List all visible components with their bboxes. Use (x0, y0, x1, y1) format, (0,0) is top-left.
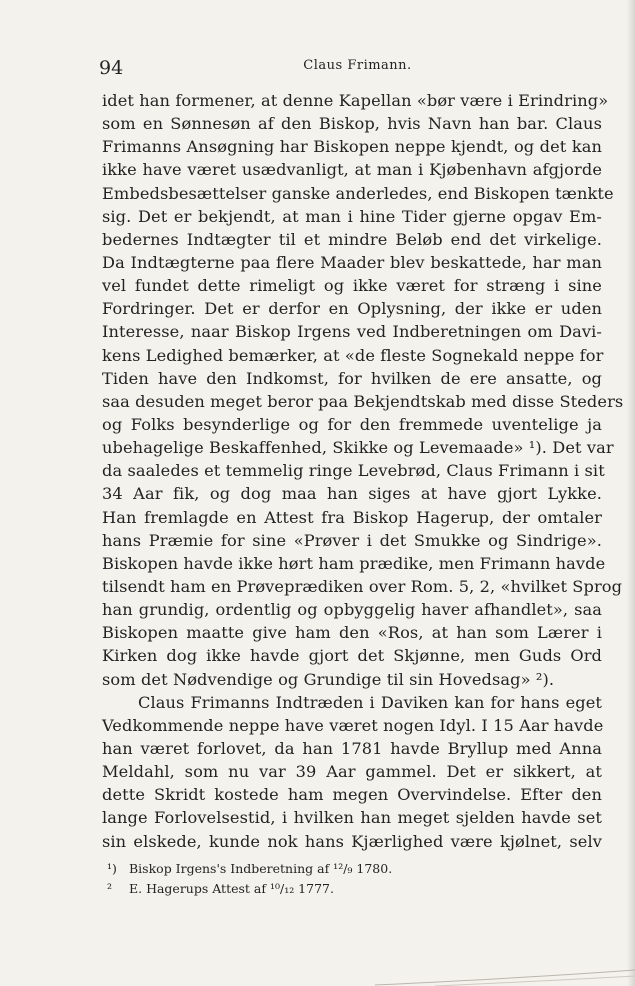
footnote (107, 859, 597, 879)
text-line: Biskopen havde ikke hørt ham prædike, men Frimann havde (102, 553, 606, 573)
footnotes (107, 859, 597, 899)
text-line: da saaledes et temmelig ringe Levebrød, Claus Frimann i sit (102, 461, 605, 481)
text-line: dette Skridt kostede ham megen Overvindelse. Efter den (102, 785, 602, 805)
text-line: Meldahl, som nu var 39 Aar gammel. Det er sikkert, at (102, 762, 602, 782)
text-line: Han fremlagde en Attest fra Biskop Hagerup, der omtaler (102, 507, 602, 527)
text-line: Fordringer. Det er derfor en Oplysning, der ikke er uden (102, 299, 602, 319)
text-line: Vedkommende neppe have været nogen Idyl. I 15 Aar havde (102, 715, 604, 735)
page-curl-decoration (375, 956, 635, 986)
page-edge-shadow (627, 0, 635, 986)
page-number: 94 (99, 57, 124, 79)
text-line: Biskopen maatte give ham den «Ros, at han som Lærer i (102, 623, 602, 643)
text-line: Tiden have den Indkomst, for hvilken de ere ansatte, og (102, 368, 602, 388)
text-line: idet han formener, at denne Kapellan «bør være i Erindring» (102, 91, 609, 110)
text-line: vel fundet dette rimeligt og ikke været for stræng i sine (102, 276, 602, 296)
text-line: 34 Aar fik, og dog maa han siges at have gjort Lykke. (102, 484, 602, 504)
text-line: Frimanns Ansøgning har Biskopen neppe kjendt, og det kan (102, 137, 602, 157)
footnote-marker: ² (107, 881, 113, 896)
text-line: Embedsbesættelser ganske anderledes, end Biskopen tænkte (102, 183, 614, 203)
text-line: ikke have været usædvanligt, at man i Kjøbenhavn afgjorde (102, 160, 602, 180)
text-line: Kirken dog ikke havde gjort det Skjønne, men Guds Ord (102, 646, 602, 666)
footnote-text: Biskop Irgens's Indberetning af ¹²/₉ 1780. (129, 861, 393, 876)
text-line: ubehagelige Beskaffenhed, Skikke og Levemaade» ¹). Det var (102, 438, 614, 458)
text-line: han grundig, ordentlig og opbyggelig haver afhandlet», saa (102, 600, 602, 620)
text-line: lange Forlovelsestid, i hvilken han meget sjelden havde set (102, 808, 602, 828)
text-line: som det Nødvendige og Grundige til sin Hovedsag» ²). (102, 669, 555, 689)
body-text (102, 89, 624, 853)
text-line: tilsendt ham en Prøveprædiken over Rom. 5, 2, «hvilket Sprog (102, 576, 623, 596)
text-line: og Folks besynderlige og for den fremmede uventelige ja (102, 414, 602, 434)
text-line: Interesse, naar Biskop Irgens ved Indberetningen om Davi- (102, 322, 602, 342)
text-line: kens Ledighed bemærker, at «de fleste Sognekald neppe for (102, 345, 604, 365)
text-line: Da Indtægterne paa flere Maader blev beskattede, har man (102, 252, 602, 272)
footnote (107, 879, 597, 899)
text-line: som en Sønnesøn af den Biskop, hvis Navn han bar. Claus (102, 114, 602, 134)
running-title: Claus Frimann. (303, 58, 412, 73)
footnote-marker: ¹) (107, 861, 117, 876)
text-line: sin elskede, kunde nok hans Kjærlighed være kjølnet, selv (102, 831, 602, 851)
text-line: han været forlovet, da han 1781 havde Bryllup med Anna (102, 738, 602, 758)
text-line: saa desuden meget beror paa Bekjendtskab med disse Steders (102, 391, 624, 411)
text-line: hans Præmie for sine «Prøver i det Smukke og Sindrige». (102, 530, 602, 550)
text-line: bedernes Indtægter til et mindre Beløb end det virkelige. (102, 229, 602, 249)
text-line: sig. Det er bekjendt, at man i hine Tider gjerne opgav Em- (102, 206, 602, 226)
footnote-text: E. Hagerups Attest af ¹⁰/₁₂ 1777. (129, 881, 334, 896)
text-line: Claus Frimanns Indtræden i Daviken kan for hans eget (138, 692, 602, 712)
